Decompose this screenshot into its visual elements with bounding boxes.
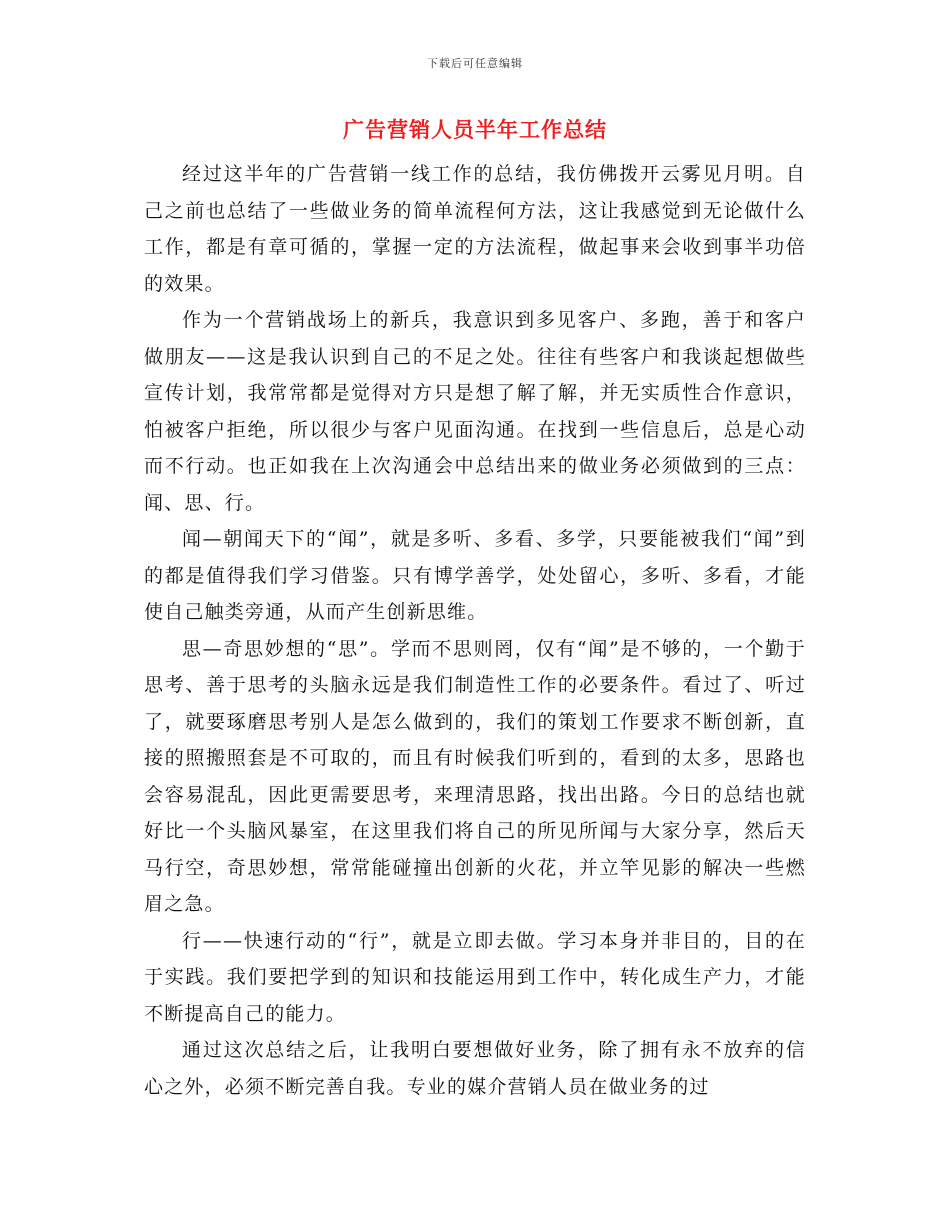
paragraph-5: 行——快速行动的“行”，就是立即去做。学习本身并非目的，目的在于实践。我们要把学到的知识和技能运用到工作中，转化成生产力，才能不断提高自己的能力。 bbox=[144, 929, 806, 1025]
paragraph-1: 经过这半年的广告营销一线工作的总结，我仿佛拨开云雾见月明。自己之前也总结了一些做业务的简单流程何方法，这让我感觉到无论做什么工作，都是有章可循的，掌握一定的方法流程，做起事来会收到事半功倍的效果。 bbox=[144, 163, 806, 295]
paragraph-6: 通过这次总结之后，让我明白要想做好业务，除了拥有永不放弃的信心之外，必须不断完善自我。专业的媒介营销人员在做业务的过 bbox=[144, 1039, 806, 1098]
paragraph-2: 作为一个营销战场上的新兵，我意识到多见客户、多跑，善于和客户做朋友——这是我认识到自己的不足之处。往往有些客户和我谈起想做些宣传计划，我常常都是觉得对方只是想了解了解，并无实质性合作意识，怕被客户拒绝，所以很少与客户见面沟通。在找到一些信息后，总是心动而不行动。也正如我在上次沟通会中总结出来的做业务必须做到的三点：闻、思、行。 bbox=[144, 309, 806, 514]
document-body bbox=[144, 156, 806, 1105]
header-note: 下载后可任意编辑 bbox=[427, 57, 523, 70]
paragraph-3: 闻—朝闻天下的“闻”，就是多听、多看、多学，只要能被我们“闻”到的都是值得我们学习借鉴。只有博学善学，处处留心，多听、多看，才能使自己触类旁通，从而产生创新思维。 bbox=[144, 528, 806, 623]
document-title: 广告营销人员半年工作总结 bbox=[343, 118, 607, 142]
paragraph-4: 思—奇思妙想的“思”。学而不思则罔，仅有“闻”是不够的，一个勤于思考、善于思考的头脑永远是我们制造性工作的必要条件。看过了、听过了，就要琢磨思考别人是怎么做到的，我们的策划工作要求不断创新，直接的照搬照套是不可取的，而且有时候我们听到的，看到的太多，思路也会容易混乱，因此更需要思考，来理清思路，找出出路。今日的总结也就好比一个头脑风暴室，在这里我们将自己的所见所闻与大家分享，然后天马行空，奇思妙想，常常能碰撞出创新的火花，并立竿见影的解决一些燃眉之急。 bbox=[144, 637, 806, 915]
